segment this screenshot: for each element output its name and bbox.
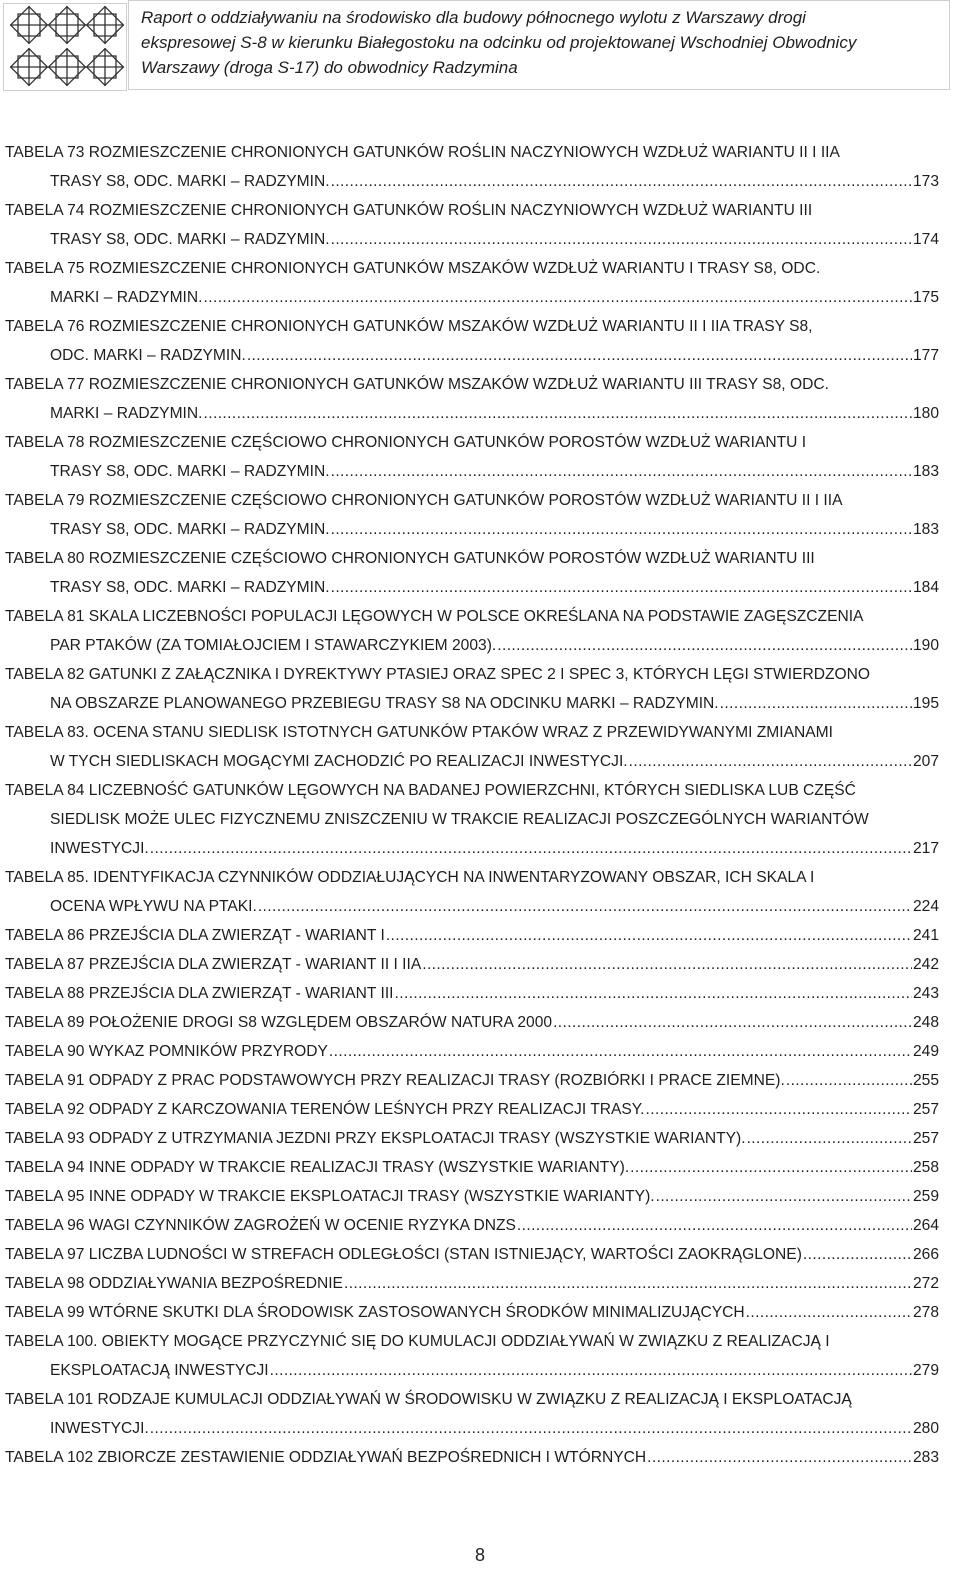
dot-leader: [746, 1298, 912, 1327]
toc-entry-title-line: [5, 370, 939, 399]
toc-entry-page-number: 258: [912, 1159, 939, 1176]
toc-entry[interactable]: [5, 863, 939, 921]
toc-entry-text: TABELA 93 ODPADY Z UTRZYMANIA JEZDNI PRZY EKSPLOATACJI TRASY (WSZYSTKIE WARIANTY).: [5, 1130, 746, 1147]
dot-leader: [344, 1269, 912, 1298]
dot-leader: [497, 631, 912, 660]
toc-entry[interactable]: [5, 660, 939, 718]
toc-entry-text: TABELA 90 WYKAZ POMNIKÓW PRZYRODY: [5, 1043, 328, 1060]
toc-entry-title-line: [5, 660, 939, 689]
toc-entry-page-number: 183: [912, 463, 939, 480]
toc-entry-title-line: [5, 1269, 939, 1298]
toc-entry-title-line: [5, 1443, 939, 1472]
toc-entry-text: MARKI – RADZYMIN.: [50, 405, 203, 422]
dot-leader: [786, 1066, 912, 1095]
toc-entry[interactable]: [5, 370, 939, 428]
toc-entry-text: INWESTYCJI.: [50, 840, 149, 857]
toc-entry-title-line: [5, 1240, 939, 1269]
toc-entry[interactable]: [5, 428, 939, 486]
toc-entry-title-line: [5, 428, 939, 457]
toc-entry-page-number: 177: [912, 347, 939, 364]
toc-entry-text: W TYCH SIEDLISKACH MOGĄCYMI ZACHODZIĆ PO REALIZACJI INWESTYCJI.: [50, 753, 628, 770]
toc-entry-text: TABELA 82 GATUNKI Z ZAŁĄCZNIKA I DYREKTYWY PTASIEJ ORAZ SPEC 2 I SPEC 3, KTÓRYCH LĘGI STWIERDZONO: [5, 666, 871, 683]
toc-entry[interactable]: [5, 602, 939, 660]
toc-entry-text: TABELA 83. OCENA STANU SIEDLISK ISTOTNYCH GATUNKÓW PTAKÓW WRAZ Z PRZEWIDYWANYMI ZMIANAMI: [5, 724, 833, 741]
toc-entry-continuation-line: [5, 341, 939, 370]
dot-leader: [331, 167, 912, 196]
toc-entry[interactable]: [5, 1124, 939, 1153]
toc-entry-text: TABELA 96 WAGI CZYNNIKÓW ZAGROŻEŃ W OCENIE RYZYKA DNZS: [5, 1217, 516, 1234]
toc-entry[interactable]: [5, 196, 939, 254]
toc-entry-text: TABELA 80 ROZMIESZCZENIE CZĘŚCIOWO CHRONIONYCH GATUNKÓW POROSTÓW WZDŁUŻ WARIANTU III: [5, 550, 815, 567]
toc-entry-text: MARKI – RADZYMIN.: [50, 289, 203, 306]
toc-entry-continuation-line: [5, 805, 939, 834]
toc-entry-text: TABELA 101 RODZAJE KUMULACJI ODDZIAŁYWAŃ W ŚRODOWISKU W ZWIĄZKU Z REALIZACJĄ I EKSPLOATACJĄ: [5, 1391, 852, 1408]
toc-entry-page-number: 257: [912, 1101, 939, 1118]
dot-leader: [646, 1095, 912, 1124]
toc-entry-page-number: 195: [912, 695, 939, 712]
toc-entry[interactable]: [5, 1327, 939, 1385]
dot-leader: [553, 1008, 912, 1037]
dot-leader: [747, 1124, 912, 1153]
toc-entry-text: TABELA 86 PRZEJŚCIA DLA ZWIERZĄT - WARIANT I: [5, 927, 385, 944]
toc-entry-page-number: 257: [912, 1130, 939, 1147]
toc-entry[interactable]: [5, 979, 939, 1008]
toc-entry[interactable]: [5, 1211, 939, 1240]
dot-leader: [629, 747, 912, 776]
toc-entry-page-number: 174: [912, 231, 939, 248]
toc-entry-page-number: 266: [912, 1246, 939, 1263]
toc-entry-text: TABELA 73 ROZMIESZCZENIE CHRONIONYCH GATUNKÓW ROŚLIN NACZYNIOWYCH WZDŁUŻ WARIANTU II I IIA: [5, 144, 840, 161]
toc-entry-title-line: [5, 950, 939, 979]
toc-entry-title-line: [5, 1095, 939, 1124]
dot-leader: [331, 573, 912, 602]
toc-entry-text: TABELA 78 ROZMIESZCZENIE CZĘŚCIOWO CHRONIONYCH GATUNKÓW POROSTÓW WZDŁUŻ WARIANTU I: [5, 434, 807, 451]
toc-entry-page-number: 190: [912, 637, 939, 654]
report-title-line: Raport o oddziaływaniu na środowisko dla budowy północnego wylotu z Warszawy drogi: [141, 8, 806, 27]
toc-entry-text: TABELA 92 ODPADY Z KARCZOWANIA TERENÓW LEŚNYCH PRZY REALIZACJI TRASY.: [5, 1101, 645, 1118]
toc-entry-page-number: 175: [912, 289, 939, 306]
toc-entry-page-number: 283: [912, 1449, 939, 1466]
toc-entry[interactable]: [5, 1443, 939, 1472]
dot-leader: [656, 1182, 912, 1211]
toc-entry-page-number: 183: [912, 521, 939, 538]
toc-entry-title-line: [5, 544, 939, 573]
dot-leader: [331, 515, 912, 544]
dot-leader: [204, 399, 912, 428]
toc-entry-page-number: 248: [912, 1014, 939, 1031]
toc-entry-text: TABELA 102 ZBIORCZE ZESTAWIENIE ODDZIAŁYWAŃ BEZPOŚREDNICH I WTÓRNYCH: [5, 1449, 647, 1466]
dot-leader: [395, 979, 912, 1008]
toc-entry-page-number: 241: [912, 927, 939, 944]
page-number: 8: [474, 1545, 485, 1565]
dot-leader: [270, 1356, 912, 1385]
dot-leader: [150, 1414, 912, 1443]
toc-entry[interactable]: [5, 1182, 939, 1211]
toc-entry-title-line: [5, 1066, 939, 1095]
toc-entry-title-line: [5, 138, 939, 167]
dot-leader: [150, 834, 912, 863]
toc-entry[interactable]: [5, 1066, 939, 1095]
report-title-line: ekspresowej S-8 w kierunku Białegostoku na odcinku od projektowanej Wschodniej Obwodnicy: [141, 33, 857, 52]
toc-entry[interactable]: [5, 1037, 939, 1066]
dot-leader: [517, 1211, 912, 1240]
toc-entry-continuation-line: [5, 283, 939, 312]
toc-entry-continuation-line: [5, 399, 939, 428]
toc-entry[interactable]: [5, 312, 939, 370]
report-title-box: [128, 0, 950, 90]
dot-leader: [720, 689, 912, 718]
table-of-tables: [5, 138, 939, 1472]
toc-entry-title-line: [5, 254, 939, 283]
toc-entry-page-number: 224: [912, 898, 939, 915]
toc-entry-title-line: [5, 1182, 939, 1211]
toc-entry-text: TABELA 76 ROZMIESZCZENIE CHRONIONYCH GATUNKÓW MSZAKÓW WZDŁUŻ WARIANTU II I IIA TRASY S8,: [5, 318, 813, 335]
toc-entry-text: TABELA 81 SKALA LICZEBNOŚCI POPULACJI LĘGOWYCH W POLSCE OKREŚLANA NA PODSTAWIE ZAGĘSZCZENIA: [5, 608, 864, 625]
dot-leader: [630, 1153, 912, 1182]
toc-entry-title-line: [5, 1298, 939, 1327]
toc-entry-page-number: 242: [912, 956, 939, 973]
toc-entry-continuation-line: [5, 1356, 939, 1385]
toc-entry[interactable]: [5, 486, 939, 544]
toc-entry-title-line: [5, 1211, 939, 1240]
dot-leader: [331, 225, 912, 254]
toc-entry-continuation-line: [5, 834, 939, 863]
toc-entry-text: TABELA 97 LICZBA LUDNOŚCI W STREFACH ODLEGŁOŚCI (STAN ISTNIEJĄCY, WARTOŚCI ZAOKRĄGLONE): [5, 1246, 802, 1263]
toc-entry-continuation-line: [5, 457, 939, 486]
toc-entry-text: TABELA 87 PRZEJŚCIA DLA ZWIERZĄT - WARIANT II I IIA: [5, 956, 422, 973]
toc-entry-text: TABELA 85. IDENTYFIKACJA CZYNNIKÓW ODDZIAŁUJĄCYCH NA INWENTARYZOWANY OBSZAR, ICH SKALA I: [5, 869, 815, 886]
toc-entry-page-number: 255: [912, 1072, 939, 1089]
toc-entry[interactable]: [5, 1095, 939, 1124]
toc-entry-page-number: 217: [912, 840, 939, 857]
toc-entry-continuation-line: [5, 225, 939, 254]
dot-leader: [422, 950, 912, 979]
toc-entry-title-line: [5, 979, 939, 1008]
toc-entry[interactable]: [5, 254, 939, 312]
toc-entry-text: ODC. MARKI – RADZYMIN.: [50, 347, 246, 364]
dot-leader: [329, 1037, 912, 1066]
toc-entry-title-line: [5, 1385, 939, 1414]
toc-entry-continuation-line: [5, 892, 939, 921]
toc-entry[interactable]: [5, 138, 939, 196]
toc-entry-title-line: [5, 718, 939, 747]
toc-entry-text: TABELA 74 ROZMIESZCZENIE CHRONIONYCH GATUNKÓW ROŚLIN NACZYNIOWYCH WZDŁUŻ WARIANTU III: [5, 202, 813, 219]
toc-entry[interactable]: [5, 921, 939, 950]
dot-leader: [386, 921, 912, 950]
toc-entry[interactable]: [5, 776, 939, 863]
toc-entry-text: TABELA 89 POŁOŻENIE DROGI S8 WZGLĘDEM OBSZARÓW NATURA 2000: [5, 1014, 553, 1031]
dot-leader: [247, 341, 912, 370]
toc-entry-page-number: 280: [912, 1420, 939, 1437]
toc-entry-text: NA OBSZARZE PLANOWANEGO PRZEBIEGU TRASY S8 NA ODCINKU MARKI – RADZYMIN.: [50, 695, 719, 712]
toc-entry-continuation-line: [5, 747, 939, 776]
report-title-line: Warszawy (droga S-17) do obwodnicy Radzymina: [141, 58, 518, 77]
toc-entry-title-line: [5, 1124, 939, 1153]
toc-entry-text: TRASY S8, ODC. MARKI – RADZYMIN.: [50, 231, 330, 248]
toc-entry-text: TABELA 84 LICZEBNOŚĆ GATUNKÓW LĘGOWYCH NA BADANEJ POWIERZCHNI, KTÓRYCH SIEDLISKA LUB CZĘŚĆ: [5, 782, 856, 799]
toc-entry-text: EKSPLOATACJĄ INWESTYCJI: [50, 1362, 269, 1379]
toc-entry-text: TABELA 75 ROZMIESZCZENIE CHRONIONYCH GATUNKÓW MSZAKÓW WZDŁUŻ WARIANTU I TRASY S8, ODC.: [5, 260, 821, 277]
toc-entry-text: TABELA 98 ODDZIAŁYWANIA BEZPOŚREDNIE: [5, 1275, 343, 1292]
toc-entry-text: TABELA 95 INNE ODPADY W TRAKCIE EKSPLOATACJI TRASY (WSZYSTKIE WARIANTY).: [5, 1188, 655, 1205]
toc-entry-text: TABELA 100. OBIEKTY MOGĄCE PRZYCZYNIĆ SIĘ DO KUMULACJI ODDZIAŁYWAŃ W ZWIĄZKU Z REALIZACJĄ I: [5, 1333, 830, 1350]
toc-entry-continuation-line: [5, 631, 939, 660]
toc-entry-text: TABELA 91 ODPADY Z PRAC PODSTAWOWYCH PRZY REALIZACJI TRASY (ROZBIÓRKI I PRACE ZIEMNE).: [5, 1072, 785, 1089]
toc-entry-text: TABELA 88 PRZEJŚCIA DLA ZWIERZĄT - WARIANT III: [5, 985, 394, 1002]
toc-entry-title-line: [5, 602, 939, 631]
toc-entry-page-number: 259: [912, 1188, 939, 1205]
toc-entry[interactable]: [5, 1008, 939, 1037]
toc-entry-page-number: 279: [912, 1362, 939, 1379]
toc-entry-page-number: 278: [912, 1304, 939, 1321]
toc-entry-page-number: 249: [912, 1043, 939, 1060]
toc-entry-continuation-line: [5, 515, 939, 544]
toc-entry-continuation-line: [5, 689, 939, 718]
toc-entry-page-number: 180: [912, 405, 939, 422]
toc-entry-text: TRASY S8, ODC. MARKI – RADZYMIN.: [50, 173, 330, 190]
toc-entry-continuation-line: [5, 573, 939, 602]
toc-entry[interactable]: [5, 950, 939, 979]
toc-entry-text: SIEDLISK MOŻE ULEC FIZYCZNEMU ZNISZCZENIU W TRAKCIE REALIZACJI POSZCZEGÓLNYCH WARIANTÓW: [50, 811, 869, 828]
toc-entry-page-number: 173: [912, 173, 939, 190]
toc-entry-page-number: 264: [912, 1217, 939, 1234]
toc-entry[interactable]: [5, 544, 939, 602]
toc-entry-text: TRASY S8, ODC. MARKI – RADZYMIN.: [50, 521, 330, 538]
cross-lattice-logo-icon: [3, 3, 127, 91]
toc-entry[interactable]: [5, 1385, 939, 1443]
toc-entry-title-line: [5, 776, 939, 805]
toc-entry-continuation-line: [5, 167, 939, 196]
toc-entry-title-line: [5, 1037, 939, 1066]
toc-entry-title-line: [5, 196, 939, 225]
toc-entry-title-line: [5, 1008, 939, 1037]
toc-entry-text: PAR PTAKÓW (ZA TOMIAŁOJCIEM I STAWARCZYKIEM 2003).: [50, 637, 497, 654]
toc-entry-title-line: [5, 1153, 939, 1182]
toc-entry-text: INWESTYCJI.: [50, 1420, 149, 1437]
toc-entry-page-number: 207: [912, 753, 939, 770]
dot-leader: [204, 283, 912, 312]
toc-entry[interactable]: [5, 1153, 939, 1182]
dot-leader: [803, 1240, 912, 1269]
toc-entry[interactable]: [5, 718, 939, 776]
toc-entry-title-line: [5, 312, 939, 341]
toc-entry-title-line: [5, 921, 939, 950]
dot-leader: [647, 1443, 912, 1472]
toc-entry-title-line: [5, 1327, 939, 1356]
toc-entry[interactable]: [5, 1240, 939, 1269]
toc-entry-text: TRASY S8, ODC. MARKI – RADZYMIN.: [50, 579, 330, 596]
toc-entry-text: OCENA WPŁYWU NA PTAKI.: [50, 898, 257, 915]
toc-entry-text: TABELA 77 ROZMIESZCZENIE CHRONIONYCH GATUNKÓW MSZAKÓW WZDŁUŻ WARIANTU III TRASY S8, ODC.: [5, 376, 829, 393]
toc-entry-text: TABELA 79 ROZMIESZCZENIE CZĘŚCIOWO CHRONIONYCH GATUNKÓW POROSTÓW WZDŁUŻ WARIANTU II I IIA: [5, 492, 843, 509]
dot-leader: [258, 892, 912, 921]
toc-entry-text: TRASY S8, ODC. MARKI – RADZYMIN.: [50, 463, 330, 480]
toc-entry[interactable]: [5, 1269, 939, 1298]
page-header: [0, 0, 960, 96]
toc-entry-text: TABELA 99 WTÓRNE SKUTKI DLA ŚRODOWISK ZASTOSOWANYCH ŚRODKÓW MINIMALIZUJĄCYCH: [5, 1304, 745, 1321]
toc-entry-continuation-line: [5, 1414, 939, 1443]
toc-entry-page-number: 272: [912, 1275, 939, 1292]
toc-entry-title-line: [5, 863, 939, 892]
toc-entry-text: TABELA 94 INNE ODPADY W TRAKCIE REALIZACJI TRASY (WSZYSTKIE WARIANTY).: [5, 1159, 630, 1176]
toc-entry-page-number: 243: [912, 985, 939, 1002]
toc-entry[interactable]: [5, 1298, 939, 1327]
toc-entry-title-line: [5, 486, 939, 515]
dot-leader: [331, 457, 912, 486]
toc-entry-page-number: 184: [912, 579, 939, 596]
